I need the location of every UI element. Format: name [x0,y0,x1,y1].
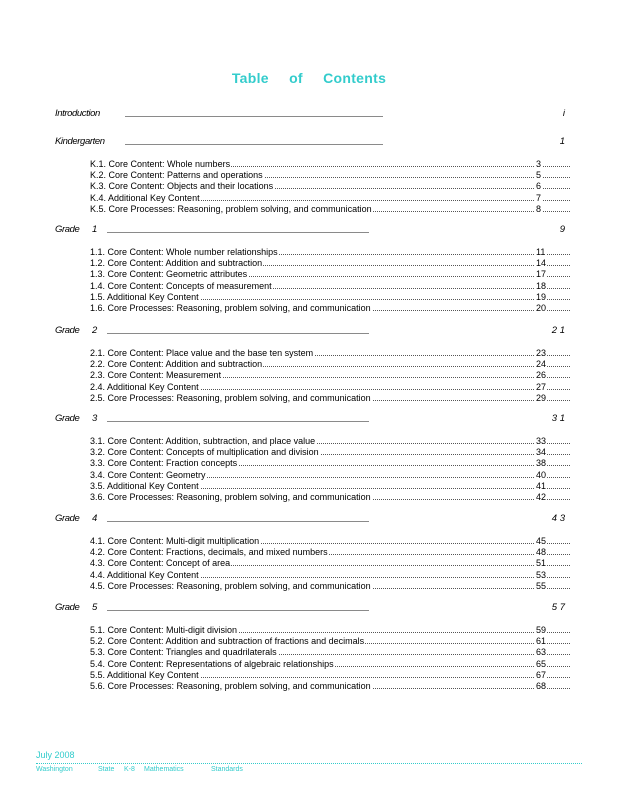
toc-section-page: 2 1 [551,325,565,336]
toc-entry[interactable] [90,280,570,292]
footer-word: Mathematics [144,766,184,773]
toc-entry-label: 2.4. Additional Key Content [90,381,199,392]
toc-section-rule [107,610,369,611]
toc-entry-page: 7 [536,192,542,203]
toc-entry-page: 34 [536,447,547,458]
toc-section-page: 5 7 [551,602,565,613]
footer-word: Washington [36,766,73,773]
toc-entry-page: 59 [536,625,547,635]
toc-section-heading [55,513,565,527]
toc-entry[interactable] [90,569,570,581]
toc-entry-page: 17 [536,269,547,280]
toc-section-page: 4 3 [551,513,565,524]
toc-section-name: Grade [55,413,80,424]
toc-entry-label: 5.1. Core Content: Multi-digit division [90,625,238,635]
toc-entry-page: 48 [536,547,547,558]
toc-entry-label: 3.1. Core Content: Addition, subtraction, and place value [90,436,316,446]
toc-section-name: Kindergarten [55,136,105,147]
toc-entry-label: 2.1. Core Content: Place value and the base ten system [90,348,314,358]
toc-entry[interactable] [90,257,570,269]
toc-section-page: 9 [559,224,565,235]
toc-entry-label: 3.3. Core Content: Fraction concepts [90,458,238,469]
toc-section-heading [55,108,565,122]
toc-entry-label: 4.5. Core Processes: Reasoning, problem solving, and communication [90,580,371,591]
toc-entry[interactable] [90,658,570,670]
toc-entry-page: 5 [536,170,542,181]
footer-date: July 2008 [36,750,75,760]
toc-section-name: Introduction [55,108,100,119]
toc-entry[interactable] [90,192,570,204]
toc-entry-page: 55 [536,580,547,591]
toc-entry[interactable] [90,180,570,192]
toc-section-page: 1 [559,136,565,147]
toc-entry-label: 1.6. Core Processes: Reasoning, problem solving, and communication [90,303,371,313]
toc-section-name: Grade [55,513,80,524]
toc-entry-page: 38 [536,458,547,469]
toc-entry-label: 4.3. Core Content: Concept of area [90,558,231,569]
toc-entry-page: 6 [536,181,542,192]
toc-section-heading [55,224,565,238]
toc-entry-page: 33 [536,436,547,446]
toc-entry-page: 68 [536,681,547,691]
toc-entry-label: 2.5. Core Processes: Reasoning, problem solving, and communication [90,392,371,403]
toc-entry-page: 24 [536,359,547,370]
toc-entry-page: 45 [536,536,547,546]
toc-entry-label: 4.2. Core Content: Fractions, decimals, and mixed numbers [90,547,328,558]
toc-section-rule [107,421,369,422]
toc-entry[interactable] [90,203,570,215]
toc-entry-page: 29 [536,392,547,403]
toc-section-name: Grade [55,325,80,336]
toc-entry-page: 40 [536,469,547,480]
footer-word: Standards [211,766,243,773]
toc-entry[interactable] [90,347,570,359]
toc-entry[interactable] [90,680,570,692]
toc-entry[interactable] [90,580,570,592]
toc-entry-page: 18 [536,280,547,291]
toc-entry[interactable] [90,557,570,569]
toc-section-heading [55,136,565,150]
toc-section-number: 2 [92,325,97,336]
toc-entry[interactable] [90,457,570,469]
toc-section-heading [55,602,565,616]
toc-entry[interactable] [90,246,570,258]
toc-entry-page: 27 [536,381,547,392]
toc-entry[interactable] [90,369,570,381]
toc-section-number: 3 [92,413,97,424]
toc-entry[interactable] [90,635,570,647]
toc-entry-label: 3.2. Core Content: Concepts of multiplication and division [90,447,319,458]
toc-entry-label: 1.2. Core Content: Addition and subtraction [90,258,263,269]
toc-entry[interactable] [90,669,570,681]
toc-entry-label: 5.5. Additional Key Content [90,669,199,680]
toc-entry-label: 1.5. Additional Key Content [90,291,199,302]
title-word-contents: Contents [323,70,387,86]
toc-section-rule [125,144,383,145]
toc-section-page: i [562,108,565,119]
toc-entry[interactable] [90,158,570,170]
toc-entry-label: 4.1. Core Content: Multi-digit multiplication [90,536,260,546]
toc-section-rule [107,232,369,233]
toc-entry[interactable] [90,446,570,458]
toc-section-number: 5 [92,602,97,613]
toc-entry-label: 2.3. Core Content: Measurement [90,370,222,381]
toc-entry-label: 1.4. Core Content: Concepts of measurement [90,280,272,291]
toc-entry-label: 3.4. Core Content: Geometry [90,469,206,480]
toc-section-number: 1 [92,224,97,235]
toc-entry[interactable] [90,546,570,558]
toc-entry-label: 5.2. Core Content: Addition and subtraction of fractions and decimals [90,636,365,647]
toc-entry-page: 3 [536,159,542,169]
toc-entry-label: 4.4. Additional Key Content [90,569,199,580]
footer-word: State [98,766,115,773]
toc-entry-label: K.4. Additional Key Content [90,192,200,203]
toc-entry[interactable] [90,381,570,393]
toc-entry[interactable] [90,480,570,492]
toc-entry[interactable] [90,302,570,314]
toc-entry-page: 41 [536,480,547,491]
toc-entry[interactable] [90,535,570,547]
toc-entry-label: K.3. Core Content: Objects and their locations [90,181,274,192]
toc-entry[interactable] [90,435,570,447]
toc-section-rule [125,116,383,117]
toc-entry-label: 2.2. Core Content: Addition and subtraction [90,359,263,370]
toc-entry-page: 23 [536,348,547,358]
toc-entry-page: 61 [536,636,547,647]
toc-entry-label: 3.5. Additional Key Content [90,480,199,491]
toc-section-number: 4 [92,513,97,524]
toc-entry-page: 14 [536,258,547,269]
toc-section-name: Grade [55,602,80,613]
toc-entry-page: 51 [536,558,547,569]
toc-section-heading [55,325,565,339]
toc-entry[interactable] [90,268,570,280]
toc-entry[interactable] [90,392,570,404]
toc-entry-page: 67 [536,669,547,680]
toc-entry-label: 1.1. Core Content: Whole number relationships [90,247,278,257]
toc-entry[interactable] [90,291,570,303]
toc-entry-label: K.5. Core Processes: Reasoning, problem solving, and communication [90,203,372,214]
toc-entry[interactable] [90,358,570,370]
toc-entry-label: K.2. Core Content: Patterns and operations [90,170,263,181]
toc-entry-page: 20 [536,303,547,313]
toc-entry-page: 11 [536,247,546,257]
toc-entry-label: 5.6. Core Processes: Reasoning, problem solving, and communication [90,681,371,691]
toc-section-page: 3 1 [551,413,565,424]
title-word-of: of [289,70,303,86]
toc-entry-page: 42 [536,492,547,502]
toc-section-rule [107,333,369,334]
toc-entry-page: 8 [536,203,542,214]
toc-entry[interactable] [90,624,570,636]
page-title [0,70,618,86]
title-word-table: Table [231,70,269,86]
toc-section-rule [107,521,369,522]
toc-entry-label: 5.3. Core Content: Triangles and quadrilaterals [90,647,277,658]
toc-entry-page: 26 [536,370,547,381]
footer-word: K-8 [124,766,135,773]
toc-entry-label: K.1. Core Content: Whole numbers [90,159,231,169]
toc-entry-page: 19 [536,291,547,302]
toc-entry-page: 53 [536,569,547,580]
toc-entry-label: 3.6. Core Processes: Reasoning, problem solving, and communication [90,492,371,502]
toc-entry[interactable] [90,469,570,481]
toc-section-heading [55,413,565,427]
toc-section-name: Grade [55,224,80,235]
toc-entry-page: 65 [536,658,547,669]
toc-entry-label: 5.4. Core Content: Representations of algebraic relationships [90,658,334,669]
toc-entry-label: 1.3. Core Content: Geometric attributes [90,269,248,280]
toc-entry[interactable] [90,491,570,503]
toc-entry-page: 63 [536,647,547,658]
footer-divider [36,763,582,764]
toc-entry[interactable] [90,646,570,658]
toc-entry[interactable] [90,169,570,181]
